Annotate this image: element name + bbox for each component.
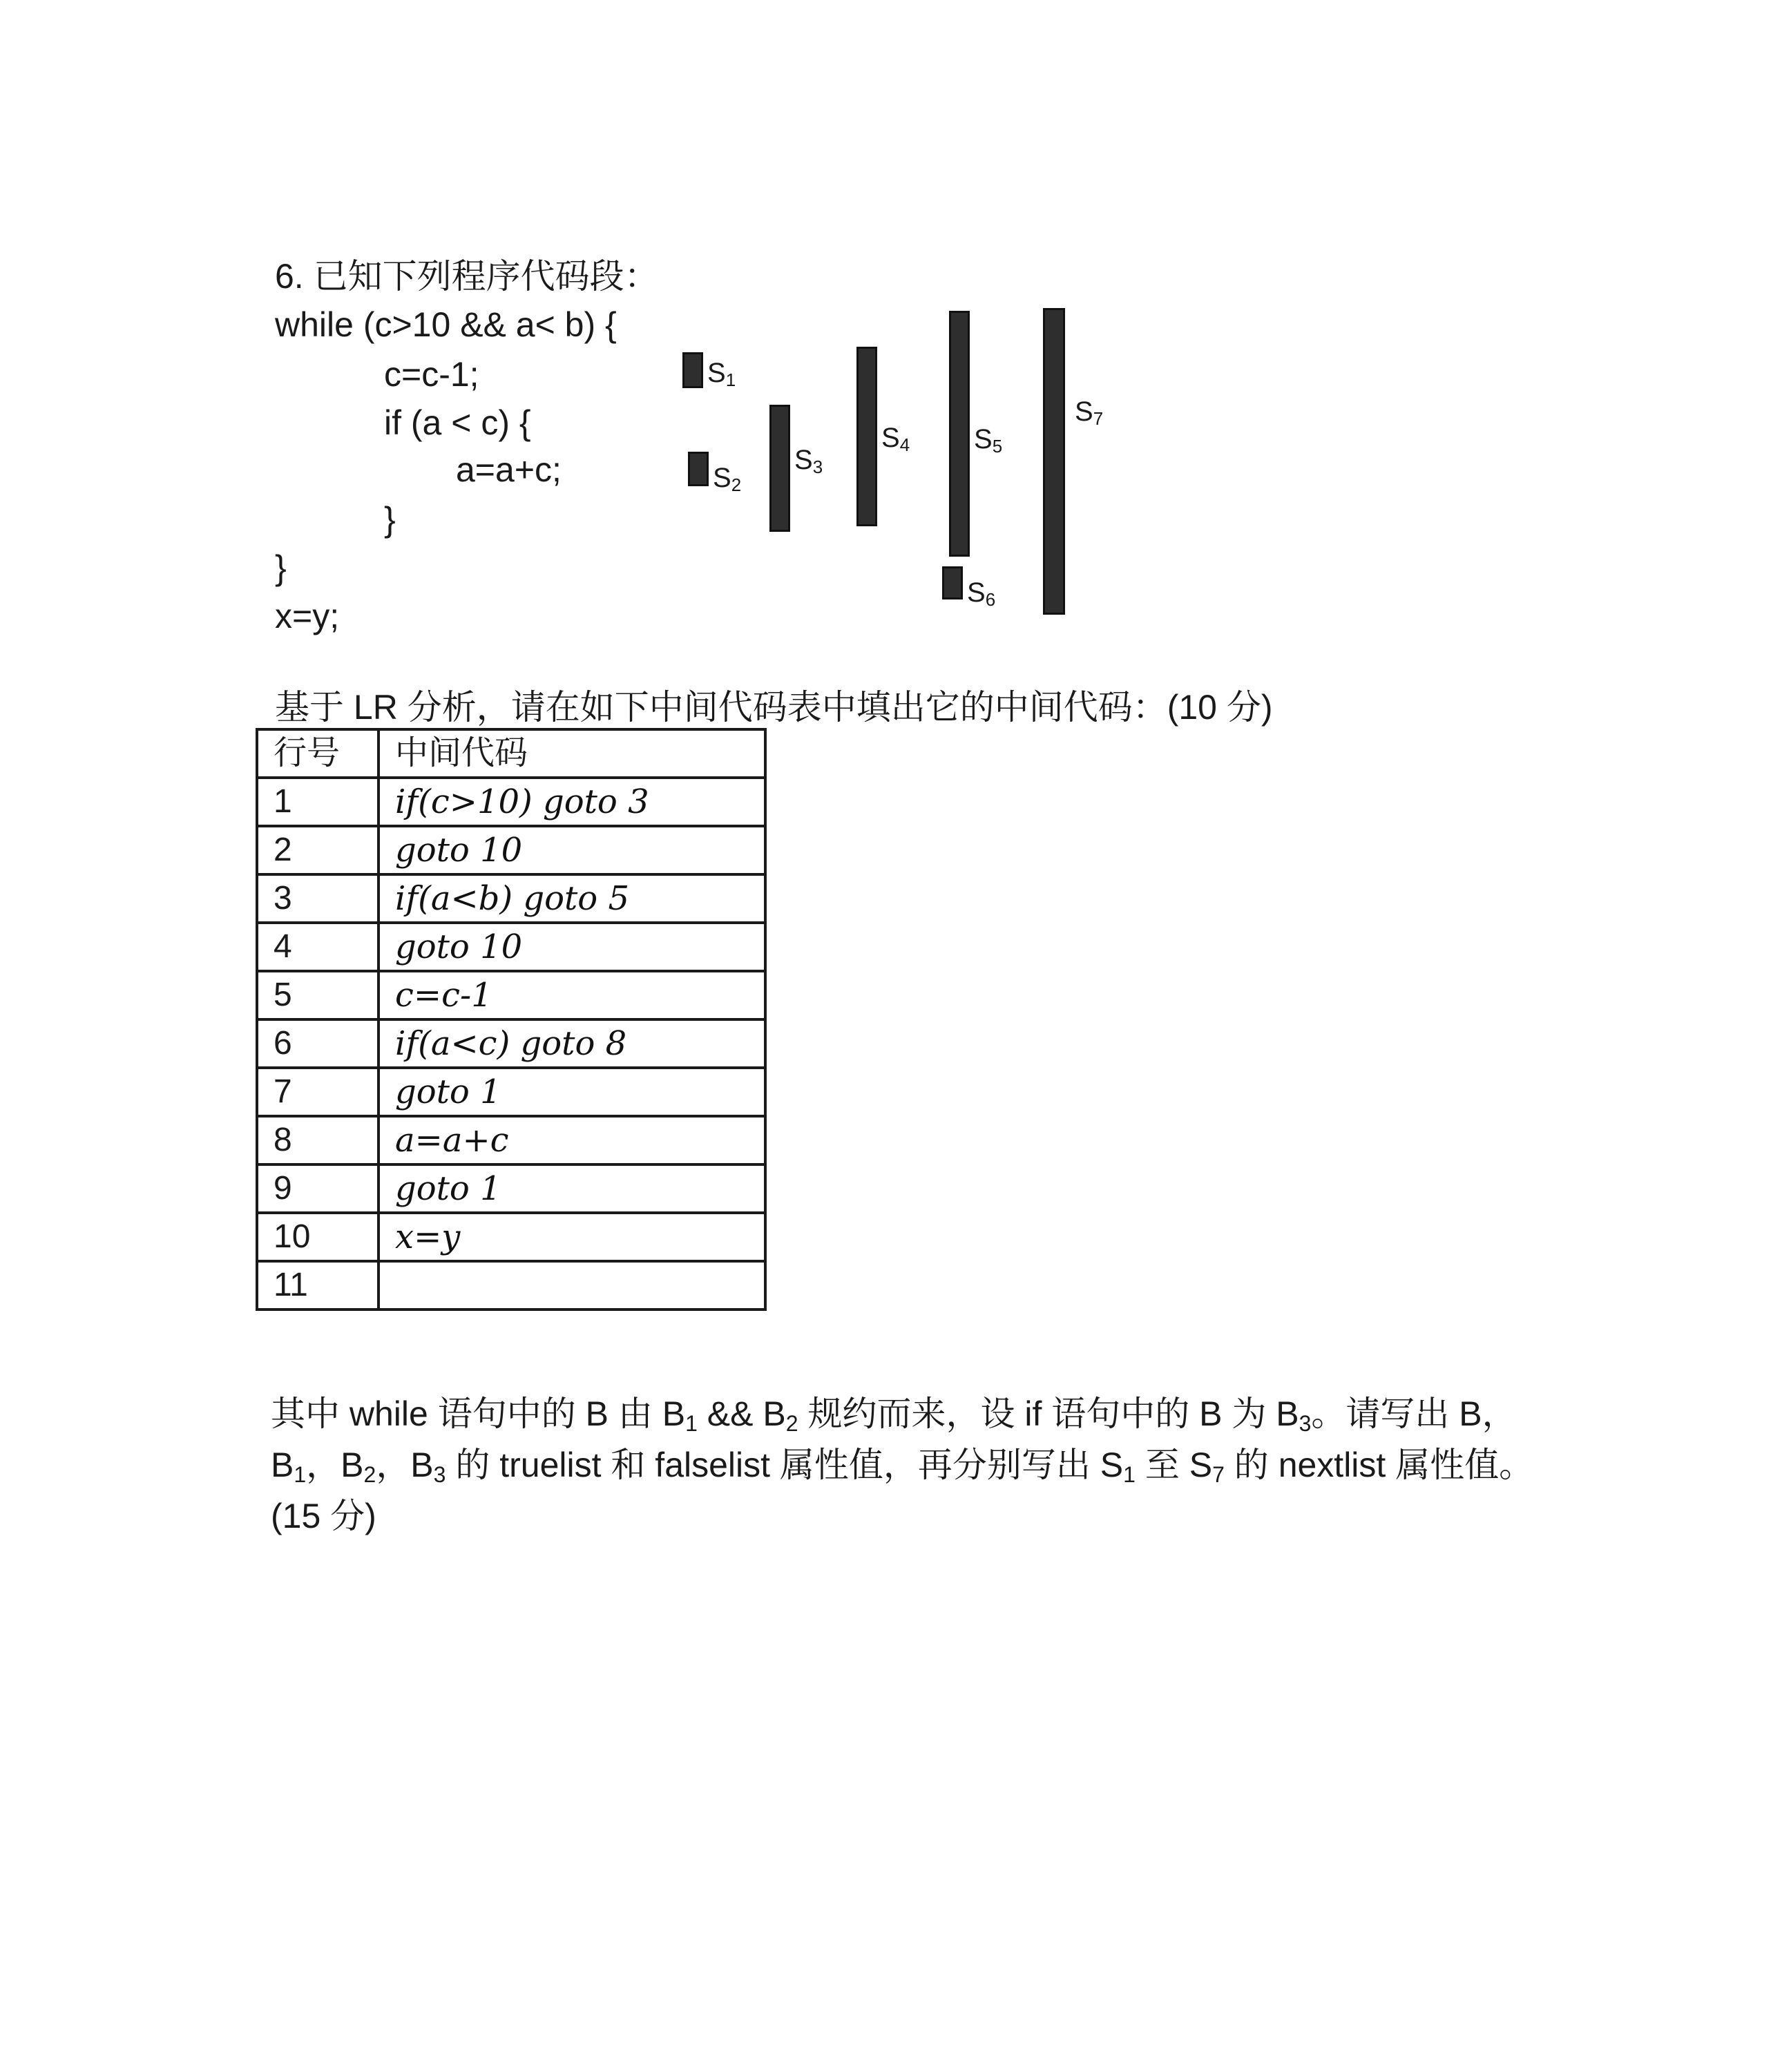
row-code: goto 10 <box>379 826 765 874</box>
header-intermediate-code: 中间代码 <box>379 729 765 778</box>
code-line-decrement: c=c-1; <box>384 355 479 394</box>
header-line-number: 行号 <box>257 729 379 778</box>
row-number: 9 <box>257 1164 379 1213</box>
table-row <box>257 1164 765 1213</box>
table-header-row <box>257 729 765 778</box>
row-code: if(a<b) goto 5 <box>379 874 765 923</box>
code-line-assign: a=a+c; <box>456 450 562 489</box>
row-number: 7 <box>257 1068 379 1116</box>
row-code <box>379 1261 765 1310</box>
s4-label: $S_4$ <box>881 423 910 455</box>
row-number: 5 <box>257 971 379 1019</box>
s2-bar <box>688 452 709 486</box>
s7-label: $S_7$ <box>1075 396 1104 429</box>
instruction-text: 基于 LR 分析，请在如下中间代码表中填出它的中间代码：(10 分) <box>275 688 1273 727</box>
followup-line-1: 其中 while 语句中的 B 由 $B_1$ && $B_2$ 规约而来，设 if 语句中的 B 为 $B_3$。请写出 B， <box>271 1394 1517 1436</box>
table-row <box>257 923 765 971</box>
row-number: 11 <box>257 1261 379 1310</box>
table-row <box>257 1019 765 1068</box>
s5-label: $S_5$ <box>974 424 1003 457</box>
code-line-if: if (a < c) { <box>384 403 531 442</box>
s5-bar <box>949 311 970 557</box>
s3-label: $S_3$ <box>794 445 823 477</box>
question-heading: 6. 已知下列程序代码段： <box>275 257 659 296</box>
row-code: goto 1 <box>379 1164 765 1213</box>
code-line-if-close: } <box>384 500 396 539</box>
table-row <box>257 971 765 1019</box>
table-row <box>257 1261 765 1310</box>
table-row <box>257 874 765 923</box>
table-row <box>257 778 765 826</box>
table-row <box>257 1068 765 1116</box>
table-row <box>257 1213 765 1261</box>
s1-bar <box>682 352 703 388</box>
s2-label: $S_2$ <box>713 463 742 495</box>
code-line-while: while (c>10 && a< b) { <box>275 305 617 344</box>
row-code: x=y <box>379 1213 765 1261</box>
code-line-final: x=y; <box>275 597 340 635</box>
row-code: a=a+c <box>379 1116 765 1164</box>
row-number: 1 <box>257 778 379 826</box>
row-code: goto 1 <box>379 1068 765 1116</box>
row-code: if(c>10) goto 3 <box>379 778 765 826</box>
table-row <box>257 1116 765 1164</box>
s6-bar <box>942 566 963 599</box>
s7-bar <box>1043 308 1065 615</box>
code-line-while-close: } <box>275 548 287 587</box>
row-number: 3 <box>257 874 379 923</box>
s4-bar <box>856 347 877 526</box>
followup-line-2: $B_1$，$B_2$，$B_3$ 的 truelist 和 falselist 属性值，再分别写出 $S_1$ 至 $S_7$ 的 nextlist 属性值。 <box>271 1446 1534 1487</box>
s6-label: $S_6$ <box>967 577 996 610</box>
row-number: 8 <box>257 1116 379 1164</box>
intermediate-code-table <box>256 728 767 1311</box>
table-row <box>257 826 765 874</box>
row-number: 10 <box>257 1213 379 1261</box>
row-number: 4 <box>257 923 379 971</box>
row-code: c=c-1 <box>379 971 765 1019</box>
followup-line-3: (15 分) <box>271 1497 376 1535</box>
s3-bar <box>769 405 790 532</box>
row-number: 2 <box>257 826 379 874</box>
s1-label: $S_1$ <box>707 358 736 390</box>
row-number: 6 <box>257 1019 379 1068</box>
row-code: goto 10 <box>379 923 765 971</box>
row-code: if(a<c) goto 8 <box>379 1019 765 1068</box>
